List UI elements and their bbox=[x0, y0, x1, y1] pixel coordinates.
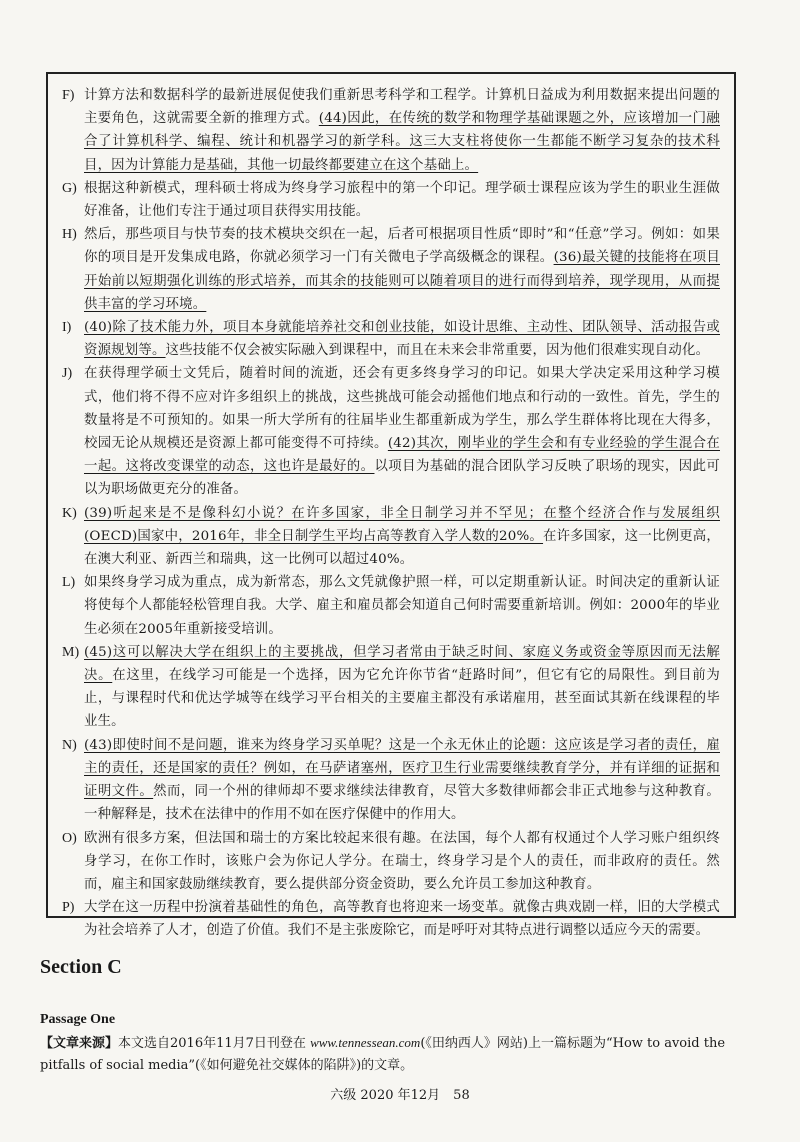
underlined-answer-sentence: (39)听起来是不是像科幻小说？在许多国家，非全日制学习并不罕见；在整个经济合作与发展组织(OECD)国家中，2016年，非全日制学生平均占高等教育入学人数的20%。 bbox=[84, 505, 720, 544]
paragraph bbox=[62, 84, 720, 177]
article-source bbox=[40, 1032, 752, 1077]
paragraph-text bbox=[84, 641, 720, 734]
paragraph-label: L) bbox=[62, 575, 76, 591]
paragraph bbox=[62, 734, 720, 827]
paragraph bbox=[62, 223, 720, 316]
underlined-answer-sentence: (45)这可以解决大学在组织上的主要挑战，但学习者常由于缺乏时间、家庭义务或资金等原因而无法解决。 bbox=[84, 644, 720, 684]
source-website: www.tennessean.com bbox=[310, 1035, 421, 1050]
paragraph-sentence: 以项目为基础的混合团队学习反映了职场的现实，因此可以为职场做更充分的准备。 bbox=[84, 459, 721, 498]
paragraph-text bbox=[84, 734, 720, 827]
paragraph-sentence: 在这里，在线学习可能是一个选择，因为它允许你节省“赶路时间”，但它有它的局限性。到目前为止，与课程时代和优达学城等在线学习平台相关的主要雇主都没有承诺雇用，甚至面试其新在线课程的毕业生。 bbox=[84, 668, 720, 730]
paragraph-text bbox=[84, 316, 720, 362]
underlined-answer-sentence: (40)除了技术能力外，项目本身就能培养社交和创业技能，如设计思维、主动性、团队领导、活动报告或资源规划等。 bbox=[84, 320, 720, 359]
paragraph bbox=[62, 571, 720, 641]
source-text-after: (《田纳西人》网站)上一篇标题为“How to avoid the pitfalls of social media”(《如何避免社交媒体的陷阱》)的文章。 bbox=[40, 1036, 726, 1073]
paragraph-text bbox=[84, 84, 720, 177]
paragraph-sentence: 欧洲有很多方案，但法国和瑞士的方案比较起来很有趣。在法国，每个人都有权通过个人学习账户组织终身学习，在你工作时，该账户会为你记人学分。在瑞士，终身学习是个人的责任，而非政府的责任。然而，雇主和国家鼓励继续教育，要么提供部分资金资助，要么允许员工参加这种教育。 bbox=[84, 830, 720, 892]
paragraph-sentence: 然而，同一个州的律师却不要求继续法律教育，尽管大多数律师都会非正式地参与这种教育。一种解释是，技术在法律中的作用不如在医疗保健中的作用大。 bbox=[84, 784, 720, 823]
answer-explanation-box bbox=[46, 72, 736, 939]
underlined-answer-sentence: (36)最关键的技能将在项目开始前以短期强化训练的形式培养，而其余的技能则可以随着项目的进行而得到培养，现学现用，从而提供丰富的学习环境。 bbox=[84, 250, 720, 312]
paragraph-label: H) bbox=[62, 227, 77, 243]
paragraph-label: K) bbox=[62, 505, 77, 521]
paragraph-text bbox=[84, 502, 720, 572]
paragraph bbox=[62, 827, 720, 897]
paragraph-label: F) bbox=[62, 88, 75, 103]
paragraph bbox=[62, 177, 720, 223]
paragraph-text bbox=[84, 896, 720, 942]
paragraph bbox=[62, 502, 720, 572]
underlined-answer-sentence: (43)即使时间不是问题，谁来为终身学习买单呢？这是一个永无休止的论题：这应该是学习者的责任，雇主的责任，还是国家的责任？例如，在马萨诸塞州，医疗卫生行业需要继续教育学分，并有详细的证据和证明文件。 bbox=[84, 737, 720, 800]
underlined-answer-sentence: (42)其次，刚毕业的学生会和有专业经验的学生混合在一起。这将改变课堂的动态，这也许是最好的。 bbox=[84, 436, 720, 475]
paragraph-sentence: 如果终身学习成为重点，成为新常态，那么文凭就像护照一样，可以定期重新认证。时间决定的重新认证将使每个人都能轻松管理自我。大学、雇主和雇员都会知道自己何时需要重新培训。例如：2000年的毕业生必须在2005年重新接受培训。 bbox=[84, 575, 720, 637]
paragraph-text bbox=[84, 362, 720, 501]
paragraph-sentence: 根据这种新模式，理科硕士将成为终身学习旅程中的第一个印记。理学硕士课程应该为学生的职业生涯做好准备，让他们专注于通过项目获得实用技能。 bbox=[84, 180, 720, 220]
paragraph-label: J) bbox=[62, 366, 73, 382]
paragraph-text bbox=[84, 827, 720, 897]
paragraph-sentence: 这些技能不仅会被实际融入到课程中，而且在未来会非常重要，因为他们很难实现自动化。 bbox=[165, 343, 710, 359]
paragraph-label: O) bbox=[62, 830, 77, 846]
source-tag: 【文章来源】 bbox=[40, 1036, 119, 1051]
section-title: Section C bbox=[40, 956, 122, 978]
paragraph-label: P) bbox=[62, 900, 75, 916]
paragraph-label: G) bbox=[62, 180, 77, 196]
passage-title: Passage One bbox=[40, 1012, 116, 1027]
underlined-answer-sentence: (44)因此，在传统的数学和物理学基础课题之外，应该增加一门融合了计算机科学、编程、统计和机器学习的新学科。这三大支柱将使你一生都能不断学习复杂的技术科目，因为计算能力是基础，其他一切最终都要建立在这个基础上。 bbox=[84, 111, 720, 173]
paragraph-sentence: 在获得理学硕士文凭后，随着时间的流逝，还会有更多终身学习的印记。如果大学决定采用这种学习模式，他们将不得不应对许多组织上的挑战，这些挑战可能会动摇他们地点和行动的一致性。首先，学生的数量将是不可预知的。如果一所大学所有的往届毕业生都重新成为学生，那么学生群体将比现在大得多，校园无论从规模还是资源上都可能变得不可持续。 bbox=[84, 366, 720, 452]
paragraph bbox=[62, 896, 720, 942]
paragraph bbox=[62, 316, 720, 362]
paragraph-text bbox=[84, 177, 720, 223]
paragraph-sentence: 在许多国家，这一比例更高，在澳大利亚、新西兰和瑞典，这一比例可以超过40%。 bbox=[84, 528, 721, 568]
paragraph-label: I) bbox=[62, 320, 72, 336]
paragraph-text bbox=[84, 223, 720, 316]
source-text-before: 本文选自2016年11月7日刊登在 bbox=[118, 1036, 306, 1051]
paragraph bbox=[62, 362, 720, 501]
page-footer: 六级 2020 年12月 58 bbox=[330, 1088, 470, 1103]
paragraph-text bbox=[84, 571, 720, 641]
paragraph-sentence: 大学在这一历程中扮演着基础性的角色，高等教育也将迎来一场变革。就像古典戏剧一样，旧的大学模式为社会培养了人才，创造了价值。我们不是主张废除它，而是呼吁对其特点进行调整以适应今天的需要。 bbox=[84, 900, 720, 939]
paragraph-sentence: 计算方法和数据科学的最新进展促使我们重新思考科学和工程学。计算机日益成为利用数据来提出问题的主要角色，这就需要全新的推理方式。 bbox=[84, 88, 720, 127]
paragraph-label: N) bbox=[62, 737, 77, 753]
paragraph-label: M) bbox=[62, 644, 80, 660]
paragraph-sentence: 然后，那些项目与快节奏的技术模块交织在一起，后者可根据项目性质“即时”和“任意”学习。例如：如果你的项目是开发集成电路，你就必须学习一门有关微电子学高级概念的课程。 bbox=[84, 227, 720, 266]
paragraph bbox=[62, 641, 720, 734]
